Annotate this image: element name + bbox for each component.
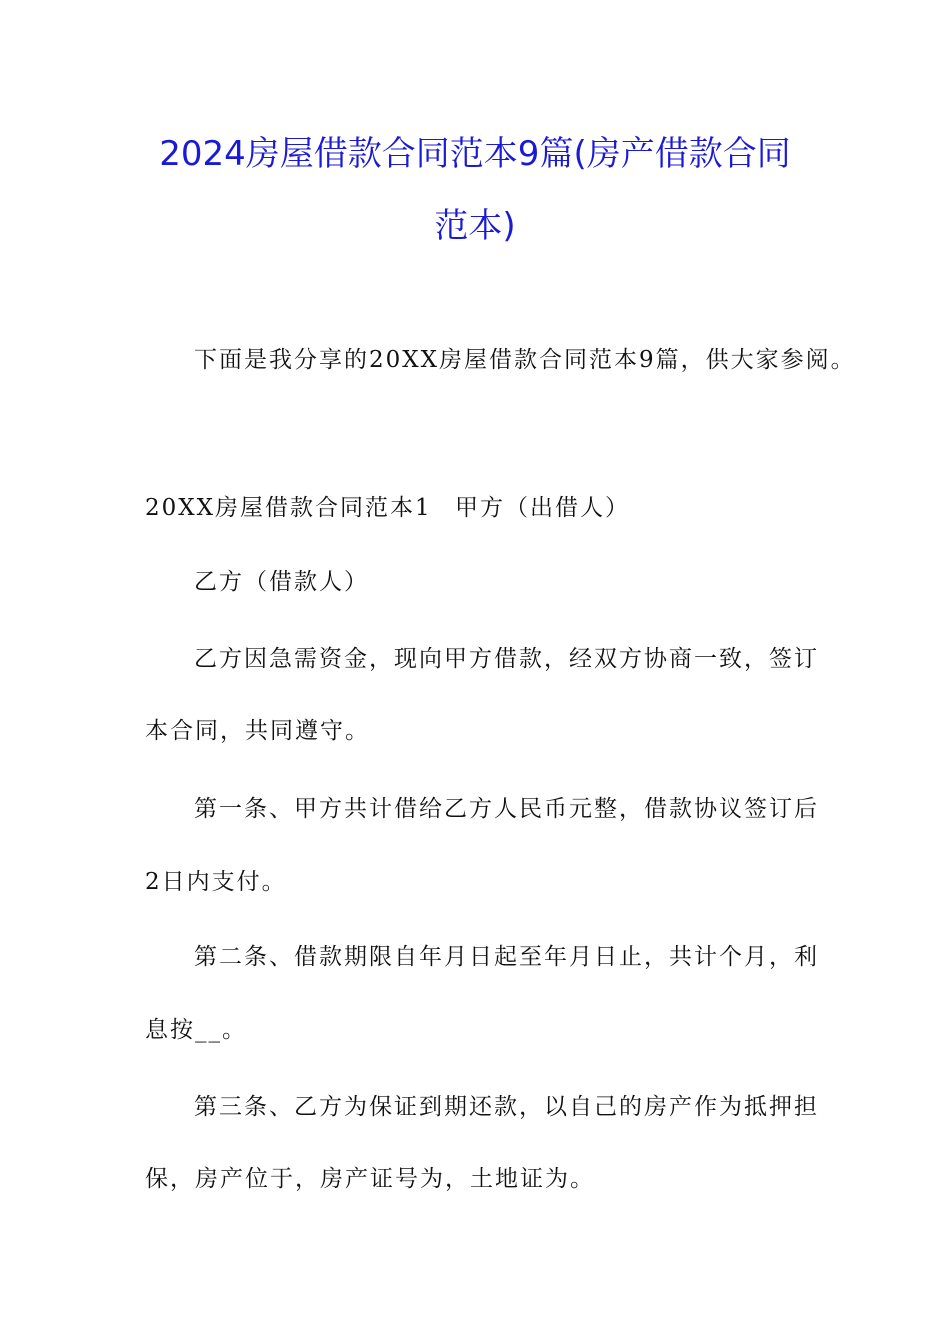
article3-line1: 第三条、乙方为保证到期还款，以自己的房产作为抵押担 <box>194 1094 819 1120</box>
preamble-line2: 本合同，共同遵守。 <box>145 718 370 744</box>
party-b-label: 乙方（借款人） <box>194 569 369 595</box>
intro-paragraph: 下面是我分享的20XX房屋借款合同范本9篇，供大家参阅。 <box>194 347 856 373</box>
preamble-line1: 乙方因急需资金，现向甲方借款，经双方协商一致，签订 <box>194 646 819 672</box>
article1-line2: 2日内支付。 <box>145 869 287 895</box>
article2-line1: 第二条、借款期限自年月日起至年月日止，共计个月，利 <box>194 944 819 970</box>
party-a-label: 甲方（出借人） <box>455 495 630 521</box>
document-title-line2: 范本) <box>434 206 516 246</box>
document-title-line1: 2024房屋借款合同范本9篇(房产借款合同 <box>159 134 791 174</box>
article1-line1: 第一条、甲方共计借给乙方人民币元整，借款协议签订后 <box>194 796 819 822</box>
section-heading: 20XX房屋借款合同范本1 <box>145 495 432 521</box>
article3-line2: 保，房产位于，房产证号为，土地证为。 <box>145 1166 595 1192</box>
article2-line2: 息按__。 <box>145 1017 247 1043</box>
